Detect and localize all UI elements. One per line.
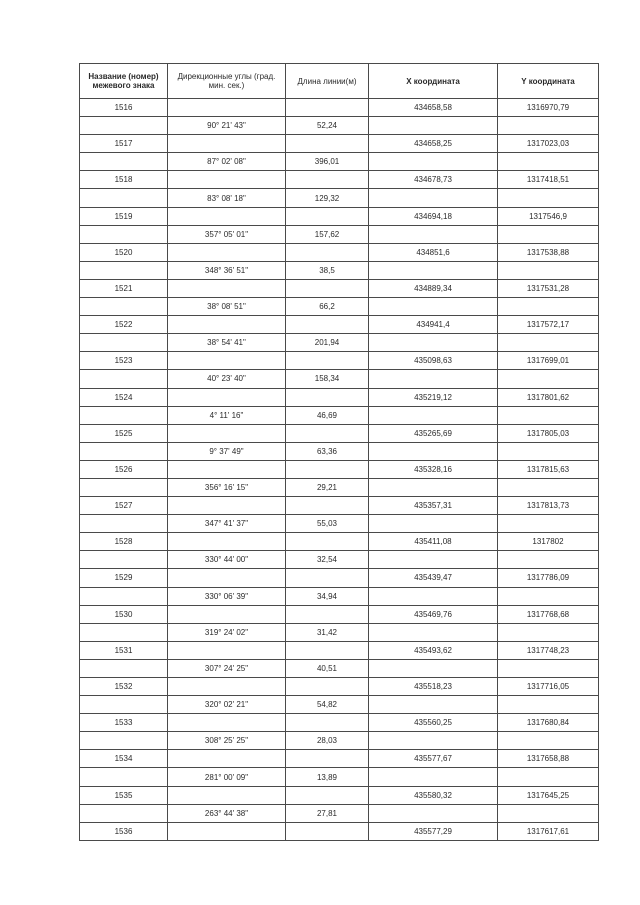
line-length: 40,51 [286,659,369,677]
y-coordinate: 1317801,62 [498,388,599,406]
table-row [80,442,599,460]
direction-angle: 320° 02' 21" [168,696,286,714]
table-row [80,352,599,370]
table-row [80,623,599,641]
empty-cell [286,316,369,334]
point-name: 1536 [80,822,168,840]
empty-cell [168,460,286,478]
y-coordinate: 1317617,61 [498,822,599,840]
empty-cell [369,659,498,677]
x-coordinate: 435577,29 [369,822,498,840]
empty-cell [369,153,498,171]
y-coordinate: 1316970,79 [498,99,599,117]
table-row [80,641,599,659]
y-coordinate: 1317815,63 [498,460,599,478]
line-length: 201,94 [286,334,369,352]
x-coordinate: 435577,67 [369,750,498,768]
table-row [80,424,599,442]
empty-cell [168,424,286,442]
empty-cell [369,117,498,135]
empty-cell [286,497,369,515]
table-row [80,497,599,515]
empty-cell [168,641,286,659]
empty-cell [80,298,168,316]
point-name: 1535 [80,786,168,804]
y-coordinate: 1317645,25 [498,786,599,804]
point-name: 1528 [80,533,168,551]
empty-cell [369,768,498,786]
empty-cell [168,171,286,189]
empty-cell [80,515,168,533]
point-name: 1519 [80,207,168,225]
empty-cell [369,696,498,714]
y-coordinate: 1317699,01 [498,352,599,370]
empty-cell [168,279,286,297]
table-row [80,768,599,786]
table-row [80,696,599,714]
direction-angle: 356° 16' 15" [168,478,286,496]
empty-cell [80,370,168,388]
header-x: X координата [369,64,498,99]
empty-cell [369,298,498,316]
direction-angle: 4° 11' 16" [168,406,286,424]
direction-angle: 330° 06' 39" [168,587,286,605]
empty-cell [168,569,286,587]
y-coordinate: 1317538,88 [498,243,599,261]
table-row [80,298,599,316]
empty-cell [498,623,599,641]
table-row [80,225,599,243]
empty-cell [80,732,168,750]
empty-cell [286,171,369,189]
table-row [80,551,599,569]
y-coordinate: 1317805,03 [498,424,599,442]
x-coordinate: 435560,25 [369,714,498,732]
direction-angle: 9° 37' 49" [168,442,286,460]
empty-cell [80,659,168,677]
point-name: 1516 [80,99,168,117]
empty-cell [286,750,369,768]
empty-cell [80,117,168,135]
empty-cell [286,678,369,696]
empty-cell [369,623,498,641]
empty-cell [80,587,168,605]
direction-angle: 38° 08' 51" [168,298,286,316]
empty-cell [498,768,599,786]
empty-cell [80,153,168,171]
line-length: 52,24 [286,117,369,135]
x-coordinate: 435493,62 [369,641,498,659]
point-name: 1520 [80,243,168,261]
table-row [80,515,599,533]
empty-cell [369,587,498,605]
direction-angle: 357° 05' 01" [168,225,286,243]
x-coordinate: 434678,73 [369,171,498,189]
empty-cell [498,732,599,750]
empty-cell [286,135,369,153]
empty-cell [498,478,599,496]
empty-cell [369,261,498,279]
table-row [80,117,599,135]
empty-cell [286,533,369,551]
empty-cell [168,207,286,225]
empty-cell [286,279,369,297]
coordinates-table [79,63,599,841]
table-row [80,99,599,117]
empty-cell [498,515,599,533]
table-row [80,659,599,677]
empty-cell [168,99,286,117]
header-angles: Дирекционные углы (град. мин. сек.) [168,64,286,99]
empty-cell [168,714,286,732]
direction-angle: 319° 24' 02" [168,623,286,641]
empty-cell [498,696,599,714]
empty-cell [168,822,286,840]
line-length: 32,54 [286,551,369,569]
empty-cell [498,442,599,460]
empty-cell [80,768,168,786]
point-name: 1522 [80,316,168,334]
x-coordinate: 434889,34 [369,279,498,297]
direction-angle: 38° 54' 41" [168,334,286,352]
empty-cell [168,533,286,551]
x-coordinate: 435518,23 [369,678,498,696]
empty-cell [498,659,599,677]
empty-cell [498,334,599,352]
direction-angle: 87° 02' 08" [168,153,286,171]
table-row [80,678,599,696]
x-coordinate: 435580,32 [369,786,498,804]
direction-angle: 281° 00' 09" [168,768,286,786]
empty-cell [168,243,286,261]
header-name: Название (номер) межевого знака [80,64,168,99]
empty-cell [498,189,599,207]
table-header [80,64,599,99]
y-coordinate: 1317023,03 [498,135,599,153]
y-coordinate: 1317768,68 [498,605,599,623]
line-length: 158,34 [286,370,369,388]
empty-cell [80,623,168,641]
empty-cell [80,804,168,822]
direction-angle: 348° 36' 51" [168,261,286,279]
empty-cell [369,370,498,388]
empty-cell [369,189,498,207]
table-body [80,99,599,841]
empty-cell [168,750,286,768]
point-name: 1532 [80,678,168,696]
table-row [80,822,599,840]
x-coordinate: 434658,58 [369,99,498,117]
y-coordinate: 1317418,51 [498,171,599,189]
table-row [80,261,599,279]
x-coordinate: 434694,18 [369,207,498,225]
header-length: Длина линии(м) [286,64,369,99]
empty-cell [286,641,369,659]
empty-cell [369,334,498,352]
empty-cell [80,406,168,424]
x-coordinate: 435469,76 [369,605,498,623]
empty-cell [369,804,498,822]
x-coordinate: 435439,47 [369,569,498,587]
x-coordinate: 435357,31 [369,497,498,515]
x-coordinate: 434941,4 [369,316,498,334]
point-name: 1533 [80,714,168,732]
empty-cell [286,822,369,840]
empty-cell [168,388,286,406]
direction-angle: 330° 44' 00" [168,551,286,569]
table-row [80,460,599,478]
line-length: 13,89 [286,768,369,786]
point-name: 1527 [80,497,168,515]
line-length: 55,03 [286,515,369,533]
empty-cell [168,605,286,623]
table-row [80,605,599,623]
empty-cell [286,714,369,732]
x-coordinate: 435265,69 [369,424,498,442]
line-length: 38,5 [286,261,369,279]
empty-cell [168,786,286,804]
empty-cell [369,442,498,460]
empty-cell [286,786,369,804]
empty-cell [369,551,498,569]
y-coordinate: 1317572,17 [498,316,599,334]
line-length: 63,36 [286,442,369,460]
y-coordinate: 1317716,05 [498,678,599,696]
point-name: 1521 [80,279,168,297]
table-row [80,714,599,732]
empty-cell [369,732,498,750]
point-name: 1529 [80,569,168,587]
direction-angle: 40° 23' 40" [168,370,286,388]
table-row [80,316,599,334]
empty-cell [80,478,168,496]
empty-cell [80,225,168,243]
y-coordinate: 1317786,09 [498,569,599,587]
table-row [80,388,599,406]
table-row [80,334,599,352]
empty-cell [498,117,599,135]
table-row [80,569,599,587]
empty-cell [286,605,369,623]
header-row [80,64,599,99]
header-y: Y координата [498,64,599,99]
table-row [80,153,599,171]
line-length: 157,62 [286,225,369,243]
table-row [80,750,599,768]
empty-cell [286,460,369,478]
empty-cell [168,497,286,515]
line-length: 54,82 [286,696,369,714]
point-name: 1534 [80,750,168,768]
table-row [80,587,599,605]
empty-cell [168,678,286,696]
direction-angle: 307° 24' 25" [168,659,286,677]
direction-angle: 90° 21' 43" [168,117,286,135]
empty-cell [286,243,369,261]
table-row [80,243,599,261]
point-name: 1525 [80,424,168,442]
empty-cell [498,261,599,279]
table-row [80,533,599,551]
line-length: 129,32 [286,189,369,207]
line-length: 28,03 [286,732,369,750]
empty-cell [498,406,599,424]
empty-cell [369,478,498,496]
empty-cell [80,189,168,207]
point-name: 1518 [80,171,168,189]
empty-cell [369,515,498,533]
table-row [80,786,599,804]
empty-cell [369,225,498,243]
y-coordinate: 1317680,84 [498,714,599,732]
table-row [80,207,599,225]
empty-cell [286,99,369,117]
empty-cell [80,334,168,352]
empty-cell [168,352,286,370]
line-length: 396,01 [286,153,369,171]
empty-cell [80,551,168,569]
y-coordinate: 1317813,73 [498,497,599,515]
table-row [80,804,599,822]
empty-cell [498,587,599,605]
empty-cell [286,207,369,225]
point-name: 1517 [80,135,168,153]
point-name: 1531 [80,641,168,659]
x-coordinate: 435098,63 [369,352,498,370]
x-coordinate: 434658,25 [369,135,498,153]
line-length: 34,94 [286,587,369,605]
empty-cell [286,569,369,587]
empty-cell [80,261,168,279]
point-name: 1530 [80,605,168,623]
empty-cell [286,424,369,442]
table-row [80,732,599,750]
direction-angle: 263° 44' 38" [168,804,286,822]
empty-cell [286,352,369,370]
y-coordinate: 1317546,9 [498,207,599,225]
empty-cell [369,406,498,424]
line-length: 29,21 [286,478,369,496]
y-coordinate: 1317531,28 [498,279,599,297]
empty-cell [498,153,599,171]
line-length: 46,69 [286,406,369,424]
x-coordinate: 435411,08 [369,533,498,551]
empty-cell [168,135,286,153]
empty-cell [498,298,599,316]
x-coordinate: 435328,16 [369,460,498,478]
table-row [80,171,599,189]
direction-angle: 308° 25' 25" [168,732,286,750]
empty-cell [498,370,599,388]
table-row [80,370,599,388]
empty-cell [498,804,599,822]
y-coordinate: 1317658,88 [498,750,599,768]
x-coordinate: 435219,12 [369,388,498,406]
table-row [80,189,599,207]
x-coordinate: 434851,6 [369,243,498,261]
empty-cell [498,551,599,569]
line-length: 27,81 [286,804,369,822]
empty-cell [498,225,599,243]
y-coordinate: 1317802 [498,533,599,551]
line-length: 66,2 [286,298,369,316]
table-row [80,478,599,496]
direction-angle: 347° 41' 37" [168,515,286,533]
direction-angle: 83° 08' 18" [168,189,286,207]
y-coordinate: 1317748,23 [498,641,599,659]
empty-cell [168,316,286,334]
table-row [80,406,599,424]
line-length: 31,42 [286,623,369,641]
empty-cell [286,388,369,406]
table-row [80,135,599,153]
empty-cell [80,442,168,460]
empty-cell [80,696,168,714]
table-row [80,279,599,297]
point-name: 1524 [80,388,168,406]
point-name: 1523 [80,352,168,370]
point-name: 1526 [80,460,168,478]
